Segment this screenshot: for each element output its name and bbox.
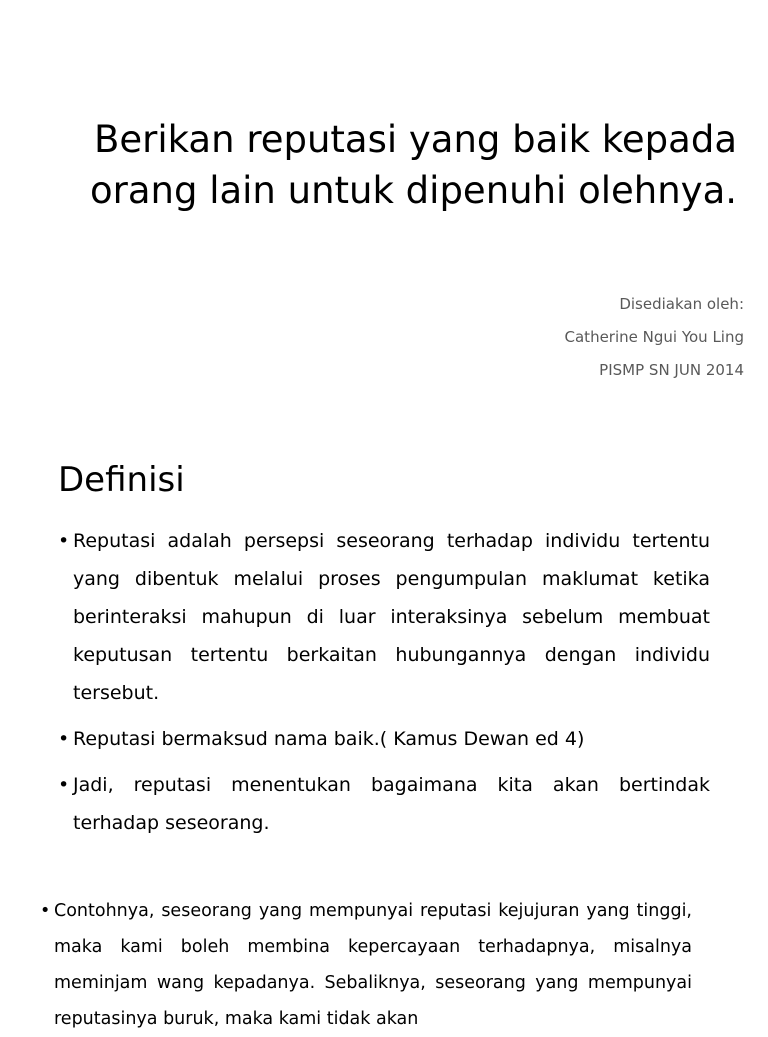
definition-list [58, 522, 710, 850]
byline-label: Disediakan oleh: [619, 295, 744, 313]
bullet-icon: • [58, 728, 70, 750]
bullet-icon: • [58, 530, 70, 552]
list-item [40, 893, 692, 1037]
byline [400, 290, 744, 389]
list-item-text: Jadi, reputasi menentukan bagaimana kita akan bertindak terhadap seseorang. [73, 774, 710, 834]
author-name: Catherine Ngui You Ling [564, 328, 744, 346]
bullet-icon: • [40, 901, 51, 921]
list-item [58, 766, 710, 842]
list-item [58, 522, 710, 712]
bullet-icon: • [58, 774, 70, 796]
author-class: PISMP SN JUN 2014 [599, 361, 744, 379]
example-list [40, 893, 692, 1037]
section-heading: Definisi [58, 460, 185, 500]
slide-title: Berikan reputasi yang baik kepada orang lain untuk dipenuhi olehnya. [89, 118, 737, 212]
list-item-text: Reputasi adalah persepsi seseorang terhadap individu tertentu yang dibentuk melalui proses pengumpulan maklumat ketika berinteraksi mahupun di luar interaksinya sebelum membuat keputusan tertentu berkaitan hubungannya dengan individu tersebut. [73, 530, 710, 704]
list-item-text: Reputasi bermaksud nama baik.( Kamus Dewan ed 4) [73, 728, 585, 750]
list-item [58, 720, 710, 758]
list-item-text: Contohnya, seseorang yang mempunyai reputasi kejujuran yang tinggi, maka kami boleh membina kepercayaan terhadapnya, misalnya meminjam wang kepadanya. Sebaliknya, seseorang yang mempunyai reputasinya buruk, maka kami tidak akan [54, 901, 692, 1029]
